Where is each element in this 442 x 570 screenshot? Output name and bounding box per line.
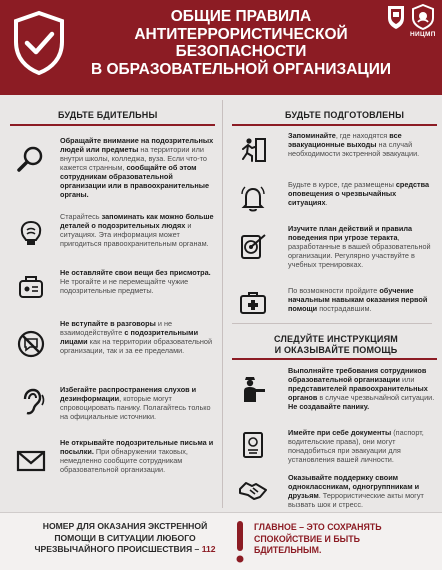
item-text: Старайтесь запоминать как можно больше деталей о подозрительных людях и ситуациях. Эта информация может пригодиться правоохранительным органам. [60, 212, 214, 248]
title-line: АНТИТЕРРОРИСТИЧЕСКОЙ [134, 25, 348, 43]
section-underline [10, 124, 215, 126]
list-item [232, 131, 437, 176]
item-text: Оказывайте поддержку своим одноклассникам, одногруппникам и друзьям. Террористические акты могут вызвать шок и стресс. [288, 473, 424, 509]
no-talk-icon [16, 329, 46, 359]
section-title-instructions: СЛЕДУЙТЕ ИНСТРУКЦИЯМ И ОКАЗЫВАЙТЕ ПОМОЩЬ [274, 334, 398, 355]
item-text: Изучите план действий и правила поведения при угрозе теракта, разработанные в вашей образовательной организации. Регулярно участвуйте в учебных тренировках. [288, 224, 431, 269]
bell-icon [238, 184, 268, 214]
item-text: Выполняйте требования сотрудников образовательной организации или представителей правоохранительных органов в случае чрезвычайной ситуации. Не создавайте панику. [288, 366, 435, 411]
title-line: В ОБРАЗОВАТЕЛЬНОЙ ОРГАНИЗАЦИИ [90, 60, 392, 78]
list-item [10, 438, 220, 493]
section-underline [232, 358, 437, 360]
list-item [10, 212, 220, 262]
list-item [10, 385, 220, 430]
list-item [232, 286, 437, 321]
nicmp-logo-icon [411, 4, 435, 30]
list-item [232, 366, 437, 416]
footer [0, 512, 442, 570]
page-title [86, 8, 396, 78]
first-aid-icon [238, 288, 268, 318]
header-banner [0, 0, 442, 95]
list-item [232, 428, 437, 468]
item-text: Имейте при себе документы (паспорт, водительские права), они могут понадобиться при эвакуации для установления вашей личности. [288, 428, 424, 464]
list-item [232, 180, 437, 214]
shield-check-icon [12, 10, 66, 76]
list-item [232, 224, 437, 279]
exclamation-icon [234, 519, 246, 565]
title-line: БЕЗОПАСНОСТИ [175, 43, 307, 60]
emergency-number: 112 [201, 544, 216, 554]
title-line: ОБЩИЕ ПРАВИЛА [170, 8, 312, 25]
item-text: Не вступайте в разговоры и не взаимодействуйте с подозрительными лицами как на территории образовательной организации, так и за ее пределами. [60, 319, 213, 355]
handshake-icon [238, 475, 268, 505]
list-item [232, 473, 437, 509]
list-item [10, 268, 220, 313]
passport-icon [238, 430, 268, 460]
magnifier-icon [16, 144, 46, 174]
bag-icon [16, 272, 46, 302]
item-text: По возможности пройдите обучение начальным навыкам оказания первой помощи пострадавшим. [288, 286, 428, 313]
section-underline [232, 124, 437, 126]
ear-icon [16, 387, 46, 417]
item-text: Не открывайте подозрительные письма и посылки. При обнаружении таковых, немедленно сообщите сотрудникам образовательной организации. [60, 438, 214, 474]
section-divider [232, 323, 432, 324]
item-text: Запоминайте, где находятся все эвакуационные выходы на случай необходимости экстренной эвакуации. [288, 131, 420, 158]
emergency-exit-icon [238, 135, 268, 165]
item-text: Избегайте распространения слухов и дезинформации, которые могут спровоцировать панику. Полагайтесь только на официальные источники. [60, 385, 211, 421]
logo-text: НИЦМП [410, 31, 436, 38]
main-message: ГЛАВНОЕ – ЭТО СОХРАНЯТЬ СПОКОЙСТВИЕ И БЫТЬ БДИТЕЛЬНЫМ. [254, 522, 382, 555]
logos [386, 4, 438, 44]
target-plan-icon [238, 232, 268, 262]
brain-bulb-icon [16, 218, 46, 248]
list-item [10, 136, 220, 207]
envelope-icon [16, 446, 46, 476]
section-title-prepared: БУДЬТЕ ПОДГОТОВЛЕНЫ [285, 110, 405, 120]
item-text: Не оставляйте свои вещи без присмотра. Не трогайте и не перемещайте чужие подозрительные предметы. [60, 268, 211, 295]
item-text: Обращайте внимание на подозрительных людей или предметы на территории или внутри школы, колледжа, вуза. Если что-то кажется странным, сообщайте об этом сотрудникам образовательной организации или в правоохранительные органы. [60, 136, 214, 199]
list-item [10, 319, 220, 374]
column-divider [222, 100, 223, 508]
item-text: Будьте в курсе, где размещены средства оповещения о чрезвычайных ситуациях. [288, 180, 430, 207]
emergency-number-note: НОМЕР ДЛЯ ОКАЗАНИЯ ЭКСТРЕННОЙ ПОМОЩИ В СИТУАЦИИ ЛЮБОГО ЧРЕЗВЫЧАЙНОГО ПРОИСШЕСТВИЯ – 112 [34, 521, 216, 554]
section-title-vigilant: БУДЬТЕ БДИТЕЛЬНЫ [58, 110, 158, 120]
emblem-logo-icon [386, 4, 406, 30]
officer-icon [238, 374, 268, 404]
